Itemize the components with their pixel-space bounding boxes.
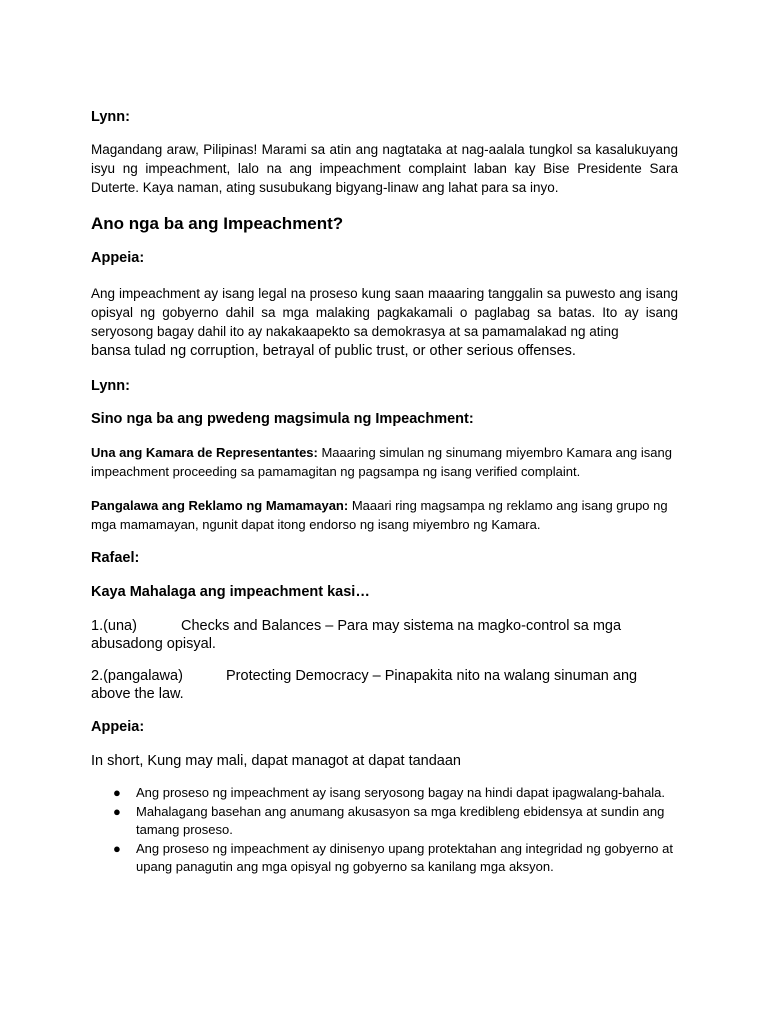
bullet-text: Mahalagang basehan ang anumang akusasyon sa mga kredibleng ebidensya at sundin ang tamang proseso. — [136, 803, 665, 837]
initiator-citizens-label: Pangalawa ang Reklamo ng Mamamayan: — [91, 498, 349, 513]
importance-point-1 — [91, 617, 678, 653]
summary-bullet-list — [91, 784, 678, 877]
importance-point-2 — [91, 667, 678, 703]
point-2-line2: above the law. — [91, 686, 184, 702]
speaker-lynn-1: Lynn: — [91, 109, 130, 125]
importance-heading: Kaya Mahalaga ang impeachment kasi… — [91, 584, 370, 600]
bullet-text: Ang proseso ng impeachment ay dinisenyo upang protektahan ang integridad ng gobyerno at upang panagutin ang mga opisyal ng gobyerno sa kanilang mga aksyon. — [136, 840, 673, 874]
bullet-icon: ● — [113, 840, 121, 856]
document-page — [91, 108, 678, 877]
main-heading: Ano nga ba ang Impeachment? — [91, 214, 344, 233]
speaker-appeia-2: Appeia: — [91, 719, 145, 735]
who-can-initiate-heading: Sino nga ba ang pwedeng magsimula ng Impeachment: — [91, 411, 474, 427]
bullet-icon: ● — [113, 785, 121, 800]
list-item — [91, 840, 678, 877]
definition-part1: Ang impeachment ay isang legal na proseso kung saan maaaring tanggalin sa puwesto ang isang opisyal ng gobyerno dahil sa mga malaking pagkakamali o paglabag sa batas. Ito ay isang seryosong bagay dahil ito ay nakakaapekto sa demokrasya at sa pamamalakad ng ating — [91, 286, 678, 339]
speaker-rafael: Rafael: — [91, 550, 140, 566]
point-1-line2: abusadong opisyal. — [91, 636, 216, 652]
list-item — [91, 803, 678, 840]
point-2-line1: Protecting Democracy – Pinapakita nito na walang sinuman ang — [226, 668, 638, 684]
point-1-number: 1.(una) — [91, 618, 137, 634]
bullet-text: Ang proseso ng impeachment ay isang seryosong bagay na hindi dapat ipagwalang-bahala. — [136, 785, 666, 800]
definition-part2: bansa tulad ng corruption, betrayal of public trust, or other serious offenses. — [91, 343, 576, 359]
point-1-line1: Checks and Balances – Para may sistema na magko-control sa mga — [181, 618, 622, 634]
initiator-kamara — [91, 443, 678, 481]
speaker-lynn-2: Lynn: — [91, 378, 130, 394]
summary-intro: In short, Kung may mali, dapat managot at dapat tandaan — [91, 753, 461, 769]
initiator-citizens — [91, 496, 678, 534]
intro-paragraph: Magandang araw, Pilipinas! Marami sa atin ang nagtataka at nag-aalala tungkol sa kasalukuyang isyu ng impeachment, lalo na ang impeachment complaint laban kay Bise Presidente Sara Duterte. Kaya naman, ating susubukang bigyang-linaw ang lahat para sa inyo. — [91, 142, 678, 195]
initiator-kamara-label: Una ang Kamara de Representantes: — [91, 445, 318, 460]
speaker-appeia-1: Appeia: — [91, 250, 145, 266]
initiator-kamara-text: Maaaring simulan ng sinumang miyembro Kamara ang isang impeachment proceeding sa pamamagitan ng pagsampa ng isang verified complaint. — [91, 445, 672, 479]
impeachment-definition-paragraph — [91, 284, 678, 361]
initiator-citizens-text: Maaari ring magsampa ng reklamo ang isang grupo ng mga mamamayan, ngunit dapat itong endorso ng isang miyembro ng Kamara. — [91, 498, 668, 532]
bullet-icon: ● — [113, 803, 121, 819]
point-2-number: 2.(pangalawa) — [91, 668, 183, 684]
list-item — [91, 784, 678, 803]
